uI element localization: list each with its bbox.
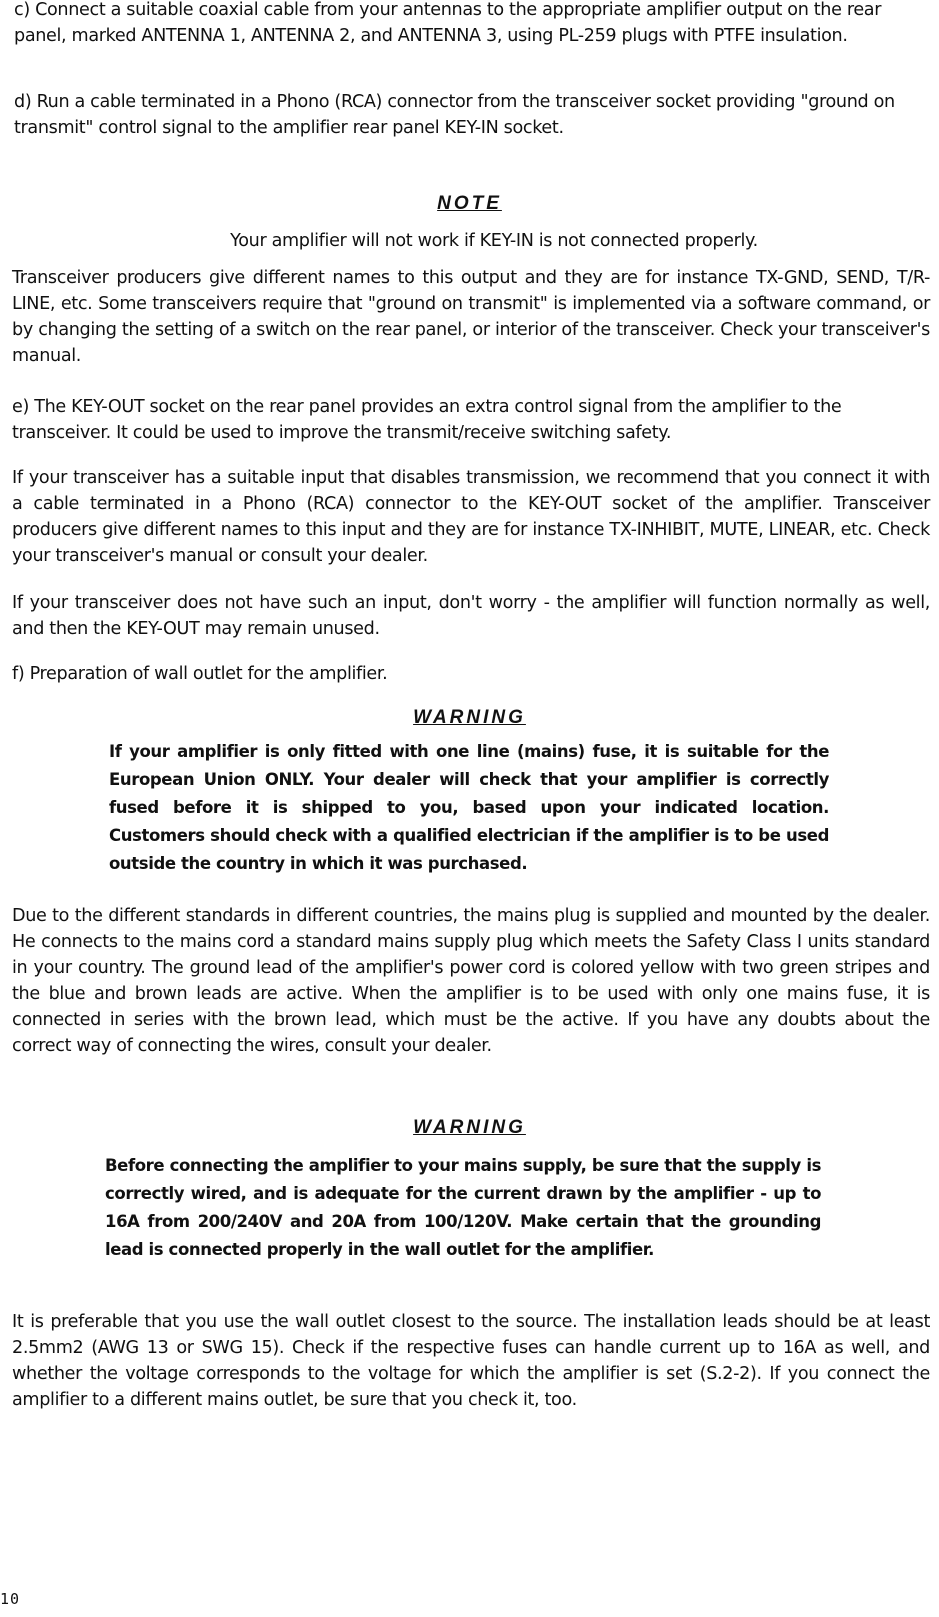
warning-fuse-text: If your amplifier is only fitted with one line (mains) fuse, it is suitable for the European Union ONLY. Your dealer will check that your amplifier is correctly fused before it is shipped to you, based upon your indicated location. Customers should check with a qualified electrician if the amplifier is to be used outside the country in which it was purchased.: [109, 742, 829, 873]
step-e-text: e) The KEY-OUT socket on the rear panel provides an extra control signal from the amplifier to the transceiver. It could be used to improve the transmit/receive switching safety.: [12, 397, 842, 443]
step-c-text: c) Connect a suitable coaxial cable from your antennas to the appropriate amplifier output on the rear panel, marked ANTENNA 1, ANTENNA 2, and ANTENNA 3, using PL-259 plugs with PTFE insulation.: [14, 0, 882, 46]
step-f-text: f) Preparation of wall outlet for the amplifier.: [12, 664, 388, 684]
mains-paragraph: Due to the different standards in different countries, the mains plug is supplied and mounted by the dealer. He connects to the mains cord a standard mains supply plug which meets the Safety Class I units standard in your country. The ground lead of the amplifier's power cord is colored yellow with two green stripes and the blue and brown leads are active. When the amplifier is to be used with only one mains fuse, it is connected in series with the brown lead, which must be the active. If you have any doubts about the correct way of connecting the wires, consult your dealer.: [12, 906, 930, 1056]
step-d-text: d) Run a cable terminated in a Phono (RCA) connector from the transceiver socket providing "ground on transmit" control signal to the amplifier rear panel KEY-IN socket.: [14, 92, 895, 138]
transceiver-names-paragraph: Transceiver producers give different names to this output and they are for instance TX-GND, SEND, T/R-LINE, etc. Some transceivers require that "ground on transmit" is implemented via a software command, or by changing the setting of a switch on the rear panel, or interior of the transceiver. Check your transceiver's manual.: [12, 268, 930, 366]
inhibit-paragraph: If your transceiver has a suitable input that disables transmission, we recommend that you connect it with a cable terminated in a Phono (RCA) connector to the KEY-OUT socket of the amplifier. Transceiver producers give different names to this input and they are for instance TX-INHIBIT, MUTE, LINEAR, etc. Check your transceiver's manual or consult your dealer.: [12, 468, 930, 566]
warning-heading-fuse: WARNING: [413, 707, 526, 728]
warning-mains-text: Before connecting the amplifier to your mains supply, be sure that the supply is correctly wired, and is adequate for the current drawn by the amplifier - up to 16A from 200/240V and 20A from 100/120V. Make certain that the grounding lead is connected properly in the wall outlet for the amplifier.: [105, 1156, 821, 1259]
page-number: 10: [0, 1590, 21, 1608]
wall-outlet-paragraph: It is preferable that you use the wall outlet closest to the source. The installation leads should be at least 2.5mm2 (AWG 13 or SWG 15). Check if the respective fuses can handle current up to 16A as well, and whether the voltage corresponds to the voltage for which the amplifier is set (S.2-2). If you connect the amplifier to a different mains outlet, be sure that you check it, too.: [12, 1312, 930, 1410]
note-heading: NOTE: [437, 193, 502, 214]
warning-heading-mains: WARNING: [413, 1117, 526, 1138]
no-input-paragraph: If your transceiver does not have such an input, don't worry - the amplifier will function normally as well, and then the KEY-OUT may remain unused.: [12, 593, 930, 639]
note-text: Your amplifier will not work if KEY-IN is not connected properly.: [230, 231, 758, 251]
